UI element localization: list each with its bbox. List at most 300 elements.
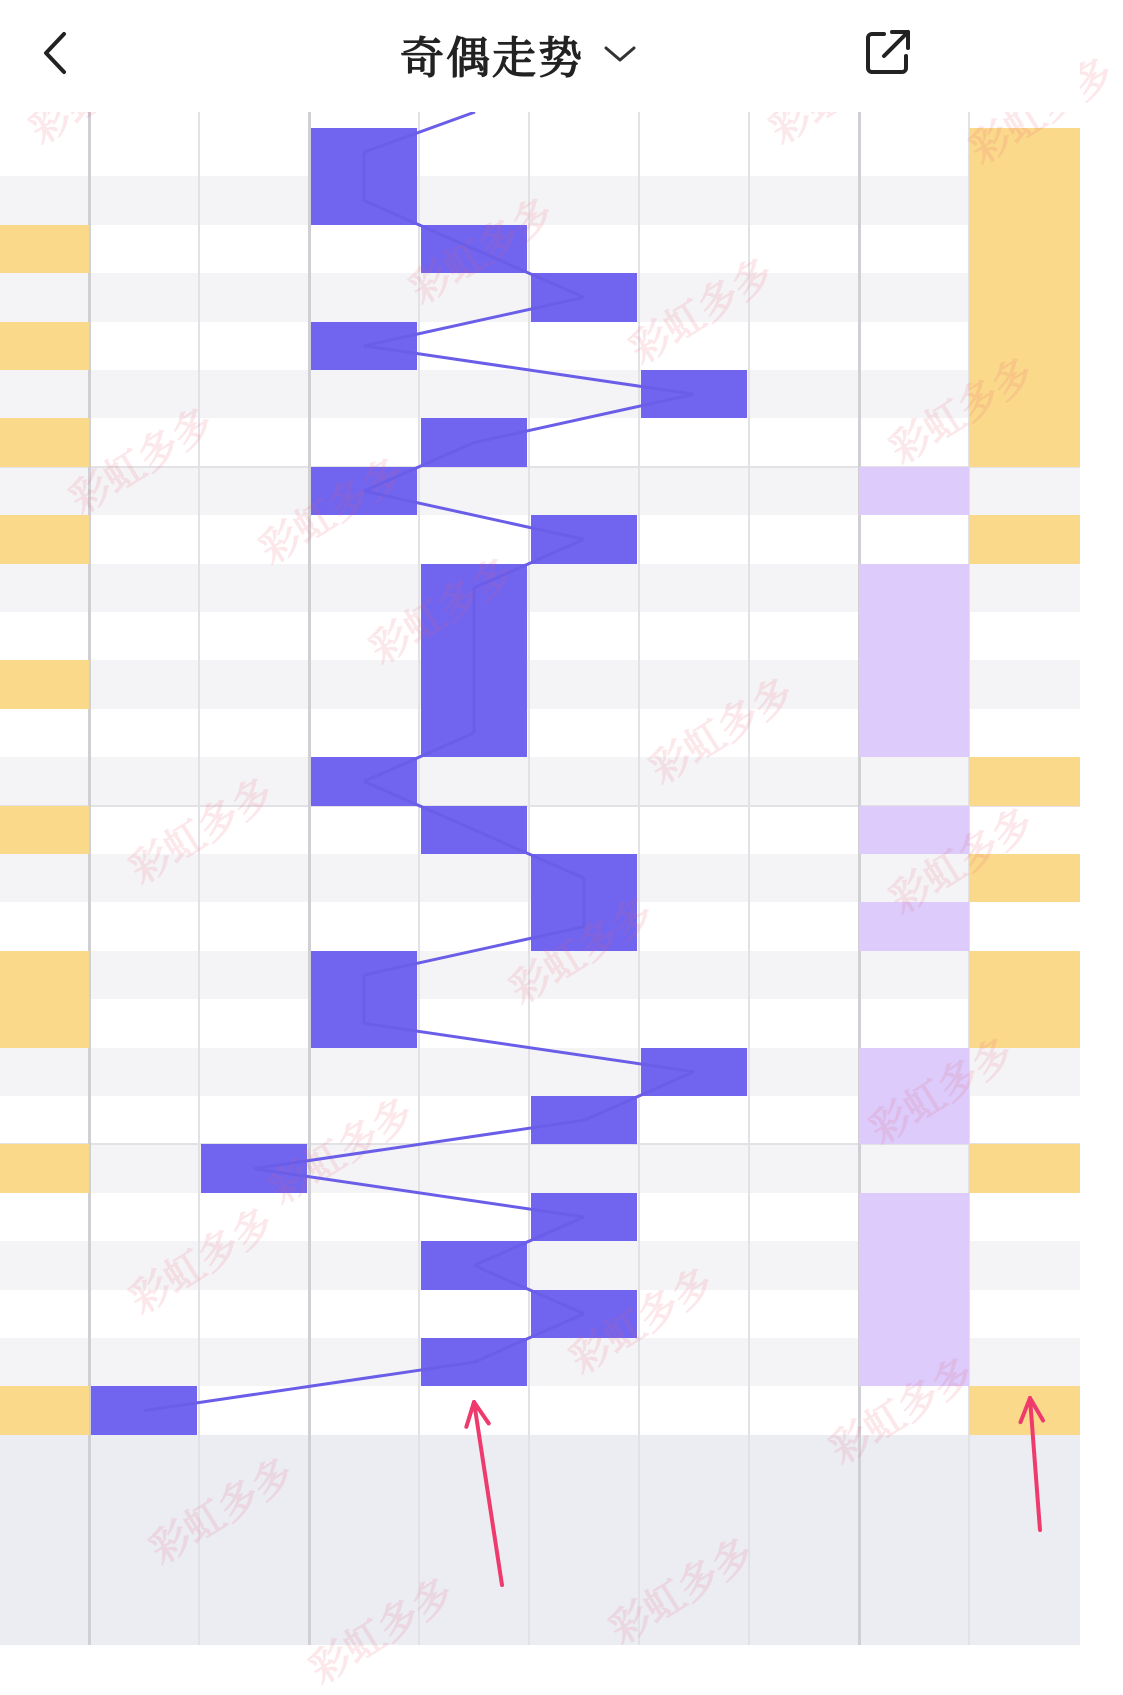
- table-cell: [859, 128, 969, 176]
- stat-cell: [309, 1435, 419, 1483]
- stat-cell: [529, 1532, 639, 1580]
- table-cell: [419, 128, 529, 176]
- parity-cell-highlight: [859, 612, 969, 660]
- ratio-cell-highlight: [311, 999, 417, 1047]
- page-title: 奇偶走势: [400, 34, 584, 83]
- stat-cell: [419, 1483, 529, 1531]
- ratio-cell-highlight: [641, 370, 747, 418]
- table-cell: [529, 999, 639, 1047]
- table-cell: [309, 370, 419, 418]
- table-cell: [529, 176, 639, 224]
- parity-cell-highlight: [969, 273, 1080, 321]
- table-cell: [309, 1048, 419, 1096]
- ratio-cell-highlight: [311, 757, 417, 805]
- ratio-cell-highlight: [531, 515, 637, 563]
- ratio-cell-highlight: [531, 1096, 637, 1144]
- parity-cell-highlight: [969, 370, 1080, 418]
- table-cell: [199, 709, 309, 757]
- nav-header: [0, 0, 1080, 112]
- stat-cell: [199, 1580, 309, 1628]
- table-cell: [89, 757, 199, 805]
- ratio-cell-highlight: [421, 709, 527, 757]
- table-cell: [639, 757, 749, 805]
- table-cell: [749, 1096, 859, 1144]
- stat-cell: [969, 1580, 1080, 1628]
- table-cell: [199, 467, 309, 515]
- table-cell: [89, 806, 199, 854]
- ratio-cell-highlight: [531, 273, 637, 321]
- table-cell: [639, 902, 749, 950]
- table-cell: [969, 1096, 1080, 1144]
- table-cell: [199, 1193, 309, 1241]
- table-cell: [419, 515, 529, 563]
- table-cell: [749, 902, 859, 950]
- table-cell: [749, 757, 859, 805]
- table-cell: [199, 660, 309, 708]
- parity-cell-highlight: [859, 1048, 969, 1096]
- table-cell: [199, 128, 309, 176]
- table-cell: [859, 322, 969, 370]
- table-cell: [639, 273, 749, 321]
- table-cell: [749, 660, 859, 708]
- share-external-icon[interactable]: [862, 26, 914, 78]
- ratio-cell-highlight: [421, 660, 527, 708]
- parity-cell-highlight: [969, 418, 1080, 466]
- table-cell: [969, 1048, 1080, 1096]
- table-cell: [89, 951, 199, 999]
- parity-cell-highlight: [969, 1386, 1080, 1434]
- table-cell: [639, 1338, 749, 1386]
- table-cell: [969, 564, 1080, 612]
- ratio-cell-highlight: [531, 1290, 637, 1338]
- stat-cell: [529, 1483, 639, 1531]
- ratio-cell-highlight: [421, 1241, 527, 1289]
- table-cell: [749, 418, 859, 466]
- table-cell: [0, 1338, 89, 1386]
- parity-cell-highlight: [0, 999, 89, 1047]
- table-cell: [529, 660, 639, 708]
- parity-cell-highlight: [969, 128, 1080, 176]
- table-cell: [639, 709, 749, 757]
- table-cell: [529, 757, 639, 805]
- stat-cell: [89, 1532, 199, 1580]
- parity-cell-highlight: [0, 418, 89, 466]
- table-cell: [89, 322, 199, 370]
- table-cell: [419, 1096, 529, 1144]
- parity-cell-highlight: [969, 757, 1080, 805]
- table-cell: [749, 564, 859, 612]
- table-cell: [0, 1193, 89, 1241]
- table-cell: [639, 612, 749, 660]
- table-cell: [969, 902, 1080, 950]
- parity-cell-highlight: [0, 225, 89, 273]
- table-cell: [749, 1241, 859, 1289]
- table-cell: [419, 176, 529, 224]
- table-cell: [639, 467, 749, 515]
- stat-cell: [639, 1532, 749, 1580]
- table-cell: [859, 1386, 969, 1434]
- watermark-logo: 彩虹多多: [642, 670, 802, 793]
- table-cell: [639, 418, 749, 466]
- table-cell: [199, 564, 309, 612]
- watermark-logo: 彩虹多多: [62, 400, 222, 523]
- ratio-cell-highlight: [421, 564, 527, 612]
- table-cell: [89, 273, 199, 321]
- table-cell: [89, 1241, 199, 1289]
- table-cell: [639, 1096, 749, 1144]
- table-cell: [859, 951, 969, 999]
- stat-cell: [199, 1532, 309, 1580]
- table-cell: [969, 806, 1080, 854]
- table-cell: [419, 757, 529, 805]
- table-cell: [309, 854, 419, 902]
- table-cell: [859, 225, 969, 273]
- table-cell: [749, 806, 859, 854]
- stat-cell: [859, 1580, 969, 1628]
- table-cell: [309, 806, 419, 854]
- table-cell: [859, 176, 969, 224]
- parity-cell-highlight: [969, 515, 1080, 563]
- table-cell: [749, 1193, 859, 1241]
- parity-cell-highlight: [0, 660, 89, 708]
- stat-cell: [639, 1435, 749, 1483]
- parity-cell-highlight: [859, 660, 969, 708]
- table-cell: [969, 612, 1080, 660]
- table-cell: [529, 806, 639, 854]
- table-cell: [749, 467, 859, 515]
- parity-cell-highlight: [859, 1096, 969, 1144]
- stat-cell: [419, 1435, 529, 1483]
- table-cell: [0, 854, 89, 902]
- parity-cell-highlight: [859, 806, 969, 854]
- parity-cell-highlight: [859, 902, 969, 950]
- table-cell: [0, 1096, 89, 1144]
- table-cell: [529, 370, 639, 418]
- table-cell: [309, 225, 419, 273]
- parity-cell-highlight: [859, 1193, 969, 1241]
- table-cell: [529, 128, 639, 176]
- table-cell: [309, 1338, 419, 1386]
- watermark-logo: 彩虹多多: [562, 1260, 722, 1383]
- table-cell: [309, 1290, 419, 1338]
- table-cell: [529, 564, 639, 612]
- table-cell: [0, 709, 89, 757]
- table-cell: [89, 1048, 199, 1096]
- title-dropdown[interactable]: [400, 24, 638, 84]
- ratio-cell-highlight: [531, 902, 637, 950]
- table-cell: [969, 1338, 1080, 1386]
- table-cell: [529, 1386, 639, 1434]
- ratio-cell-highlight: [531, 1193, 637, 1241]
- table-cell: [639, 951, 749, 999]
- parity-cell-highlight: [0, 1144, 89, 1192]
- table-cell: [89, 176, 199, 224]
- table-cell: [89, 612, 199, 660]
- table-cell: [199, 370, 309, 418]
- parity-cell-highlight: [969, 1144, 1080, 1192]
- table-cell: [639, 854, 749, 902]
- table-cell: [859, 418, 969, 466]
- parity-cell-highlight: [0, 806, 89, 854]
- table-cell: [969, 467, 1080, 515]
- table-cell: [199, 999, 309, 1047]
- table-cell: [89, 1144, 199, 1192]
- table-cell: [639, 128, 749, 176]
- stat-cell: [969, 1483, 1080, 1531]
- stat-cell: [89, 1483, 199, 1531]
- table-cell: [639, 1144, 749, 1192]
- table-cell: [639, 806, 749, 854]
- table-cell: [89, 999, 199, 1047]
- table-cell: [859, 854, 969, 902]
- table-cell: [419, 370, 529, 418]
- table-cell: [529, 951, 639, 999]
- table-cell: [309, 564, 419, 612]
- table-cell: [529, 1144, 639, 1192]
- stat-cell: [859, 1483, 969, 1531]
- table-cell: [529, 612, 639, 660]
- chevron-left-icon[interactable]: [38, 28, 78, 78]
- parity-cell-highlight: [859, 1290, 969, 1338]
- stat-cell: [0, 1580, 89, 1628]
- ratio-cell-highlight: [201, 1144, 307, 1192]
- table-cell: [749, 1386, 859, 1434]
- table-cell: [969, 709, 1080, 757]
- stat-cell: [859, 1532, 969, 1580]
- table-cell: [0, 564, 89, 612]
- table-cell: [199, 1290, 309, 1338]
- table-cell: [199, 418, 309, 466]
- table-cell: [969, 1193, 1080, 1241]
- chevron-down-icon: [602, 42, 638, 66]
- table-cell: [0, 128, 89, 176]
- stat-cell: [309, 1532, 419, 1580]
- parity-cell-highlight: [859, 467, 969, 515]
- table-cell: [419, 1386, 529, 1434]
- table-cell: [199, 951, 309, 999]
- table-cell: [969, 1241, 1080, 1289]
- table-cell: [639, 1290, 749, 1338]
- table-cell: [89, 709, 199, 757]
- stat-cell: [89, 1435, 199, 1483]
- ratio-cell-highlight: [641, 1048, 747, 1096]
- table-cell: [529, 1048, 639, 1096]
- stat-cell: [0, 1532, 89, 1580]
- stat-cell: [419, 1532, 529, 1580]
- table-cell: [419, 1193, 529, 1241]
- stat-cell: [859, 1435, 969, 1483]
- table-cell: [419, 951, 529, 999]
- parity-cell-highlight: [0, 951, 89, 999]
- stat-cell: [0, 1435, 89, 1483]
- stat-cell: [419, 1580, 529, 1628]
- watermark-logo: 彩虹多多: [122, 770, 282, 893]
- table-cell: [89, 418, 199, 466]
- table-cell: [199, 854, 309, 902]
- ratio-cell-highlight: [311, 467, 417, 515]
- table-cell: [199, 225, 309, 273]
- table-cell: [309, 1096, 419, 1144]
- table-cell: [0, 1241, 89, 1289]
- table-cell: [89, 515, 199, 563]
- table-cell: [749, 370, 859, 418]
- table-cell: [749, 1338, 859, 1386]
- stat-cell: [89, 1580, 199, 1628]
- table-cell: [639, 515, 749, 563]
- table-cell: [529, 418, 639, 466]
- stat-cell: [639, 1483, 749, 1531]
- table-cell: [859, 273, 969, 321]
- stat-cell: [749, 1532, 859, 1580]
- table-cell: [419, 999, 529, 1047]
- stat-cell: [529, 1435, 639, 1483]
- table-cell: [419, 1290, 529, 1338]
- table-cell: [749, 225, 859, 273]
- parity-cell-highlight: [0, 1386, 89, 1434]
- table-cell: [89, 370, 199, 418]
- table-cell: [0, 757, 89, 805]
- table-cell: [89, 660, 199, 708]
- stat-cell: [639, 1580, 749, 1628]
- table-cell: [749, 999, 859, 1047]
- table-cell: [749, 322, 859, 370]
- table-cell: [859, 515, 969, 563]
- table-cell: [639, 1386, 749, 1434]
- table-cell: [0, 1290, 89, 1338]
- table-cell: [749, 128, 859, 176]
- table-cell: [309, 1144, 419, 1192]
- table-cell: [309, 515, 419, 563]
- stat-cell: [199, 1483, 309, 1531]
- table-cell: [0, 1048, 89, 1096]
- table-cell: [309, 612, 419, 660]
- ratio-cell-highlight: [421, 806, 527, 854]
- table-cell: [309, 1193, 419, 1241]
- parity-cell-highlight: [859, 709, 969, 757]
- table-cell: [969, 660, 1080, 708]
- table-cell: [309, 1386, 419, 1434]
- parity-cell-highlight: [859, 1241, 969, 1289]
- stat-cell: [749, 1580, 859, 1628]
- table-cell: [749, 854, 859, 902]
- ratio-cell-highlight: [421, 225, 527, 273]
- ratio-cell-highlight: [311, 322, 417, 370]
- stat-cell: [0, 1483, 89, 1531]
- table-cell: [89, 128, 199, 176]
- table-cell: [749, 176, 859, 224]
- table-cell: [199, 515, 309, 563]
- table-cell: [0, 612, 89, 660]
- table-cell: [199, 757, 309, 805]
- table-cell: [199, 1096, 309, 1144]
- stat-cell: [529, 1580, 639, 1628]
- stat-cell: [969, 1532, 1080, 1580]
- table-cell: [0, 273, 89, 321]
- table-cell: [419, 1048, 529, 1096]
- table-cell: [199, 176, 309, 224]
- parity-cell-highlight: [969, 999, 1080, 1047]
- table-cell: [859, 370, 969, 418]
- ratio-cell-highlight: [421, 612, 527, 660]
- parity-cell-highlight: [0, 515, 89, 563]
- table-cell: [639, 176, 749, 224]
- table-cell: [89, 902, 199, 950]
- table-cell: [0, 176, 89, 224]
- table-cell: [199, 1048, 309, 1096]
- ratio-cell-highlight: [421, 418, 527, 466]
- stat-cell: [969, 1435, 1080, 1483]
- table-cell: [639, 225, 749, 273]
- table-cell: [0, 902, 89, 950]
- stat-cell: [749, 1435, 859, 1483]
- table-cell: [529, 1241, 639, 1289]
- table-cell: [749, 612, 859, 660]
- table-cell: [199, 806, 309, 854]
- table-cell: [749, 709, 859, 757]
- table-cell: [749, 1144, 859, 1192]
- table-cell: [309, 273, 419, 321]
- table-cell: [749, 273, 859, 321]
- parity-cell-highlight: [969, 322, 1080, 370]
- table-cell: [199, 322, 309, 370]
- ratio-cell-highlight: [421, 1338, 527, 1386]
- watermark-logo: 彩虹多多: [822, 1350, 982, 1473]
- table-cell: [89, 1290, 199, 1338]
- table-cell: [419, 854, 529, 902]
- table-cell: [639, 660, 749, 708]
- table-cell: [89, 1096, 199, 1144]
- stat-cell: [749, 1483, 859, 1531]
- parity-cell-highlight: [0, 322, 89, 370]
- table-cell: [89, 467, 199, 515]
- table-cell: [639, 1241, 749, 1289]
- parity-cell-highlight: [969, 225, 1080, 273]
- stat-cell: [309, 1580, 419, 1628]
- table-cell: [199, 1386, 309, 1434]
- table-cell: [0, 467, 89, 515]
- table-cell: [639, 999, 749, 1047]
- parity-cell-highlight: [969, 854, 1080, 902]
- table-cell: [199, 612, 309, 660]
- table-cell: [749, 515, 859, 563]
- table-cell: [529, 467, 639, 515]
- table-cell: [199, 1241, 309, 1289]
- table-cell: [859, 999, 969, 1047]
- table-cell: [419, 467, 529, 515]
- table-cell: [639, 564, 749, 612]
- table-cell: [89, 564, 199, 612]
- table-cell: [309, 902, 419, 950]
- table-cell: [639, 322, 749, 370]
- table-cell: [199, 902, 309, 950]
- table-cell: [859, 757, 969, 805]
- parity-cell-highlight: [859, 1338, 969, 1386]
- table-cell: [529, 322, 639, 370]
- table-cell: [89, 225, 199, 273]
- parity-cell-highlight: [859, 564, 969, 612]
- ratio-cell-highlight: [311, 176, 417, 224]
- parity-cell-highlight: [969, 951, 1080, 999]
- table-cell: [419, 1144, 529, 1192]
- table-cell: [639, 1193, 749, 1241]
- table-cell: [749, 951, 859, 999]
- table-cell: [419, 902, 529, 950]
- table-cell: [309, 1241, 419, 1289]
- ratio-cell-highlight: [311, 128, 417, 176]
- parity-cell-highlight: [969, 176, 1080, 224]
- table-cell: [309, 418, 419, 466]
- table-cell: [89, 1338, 199, 1386]
